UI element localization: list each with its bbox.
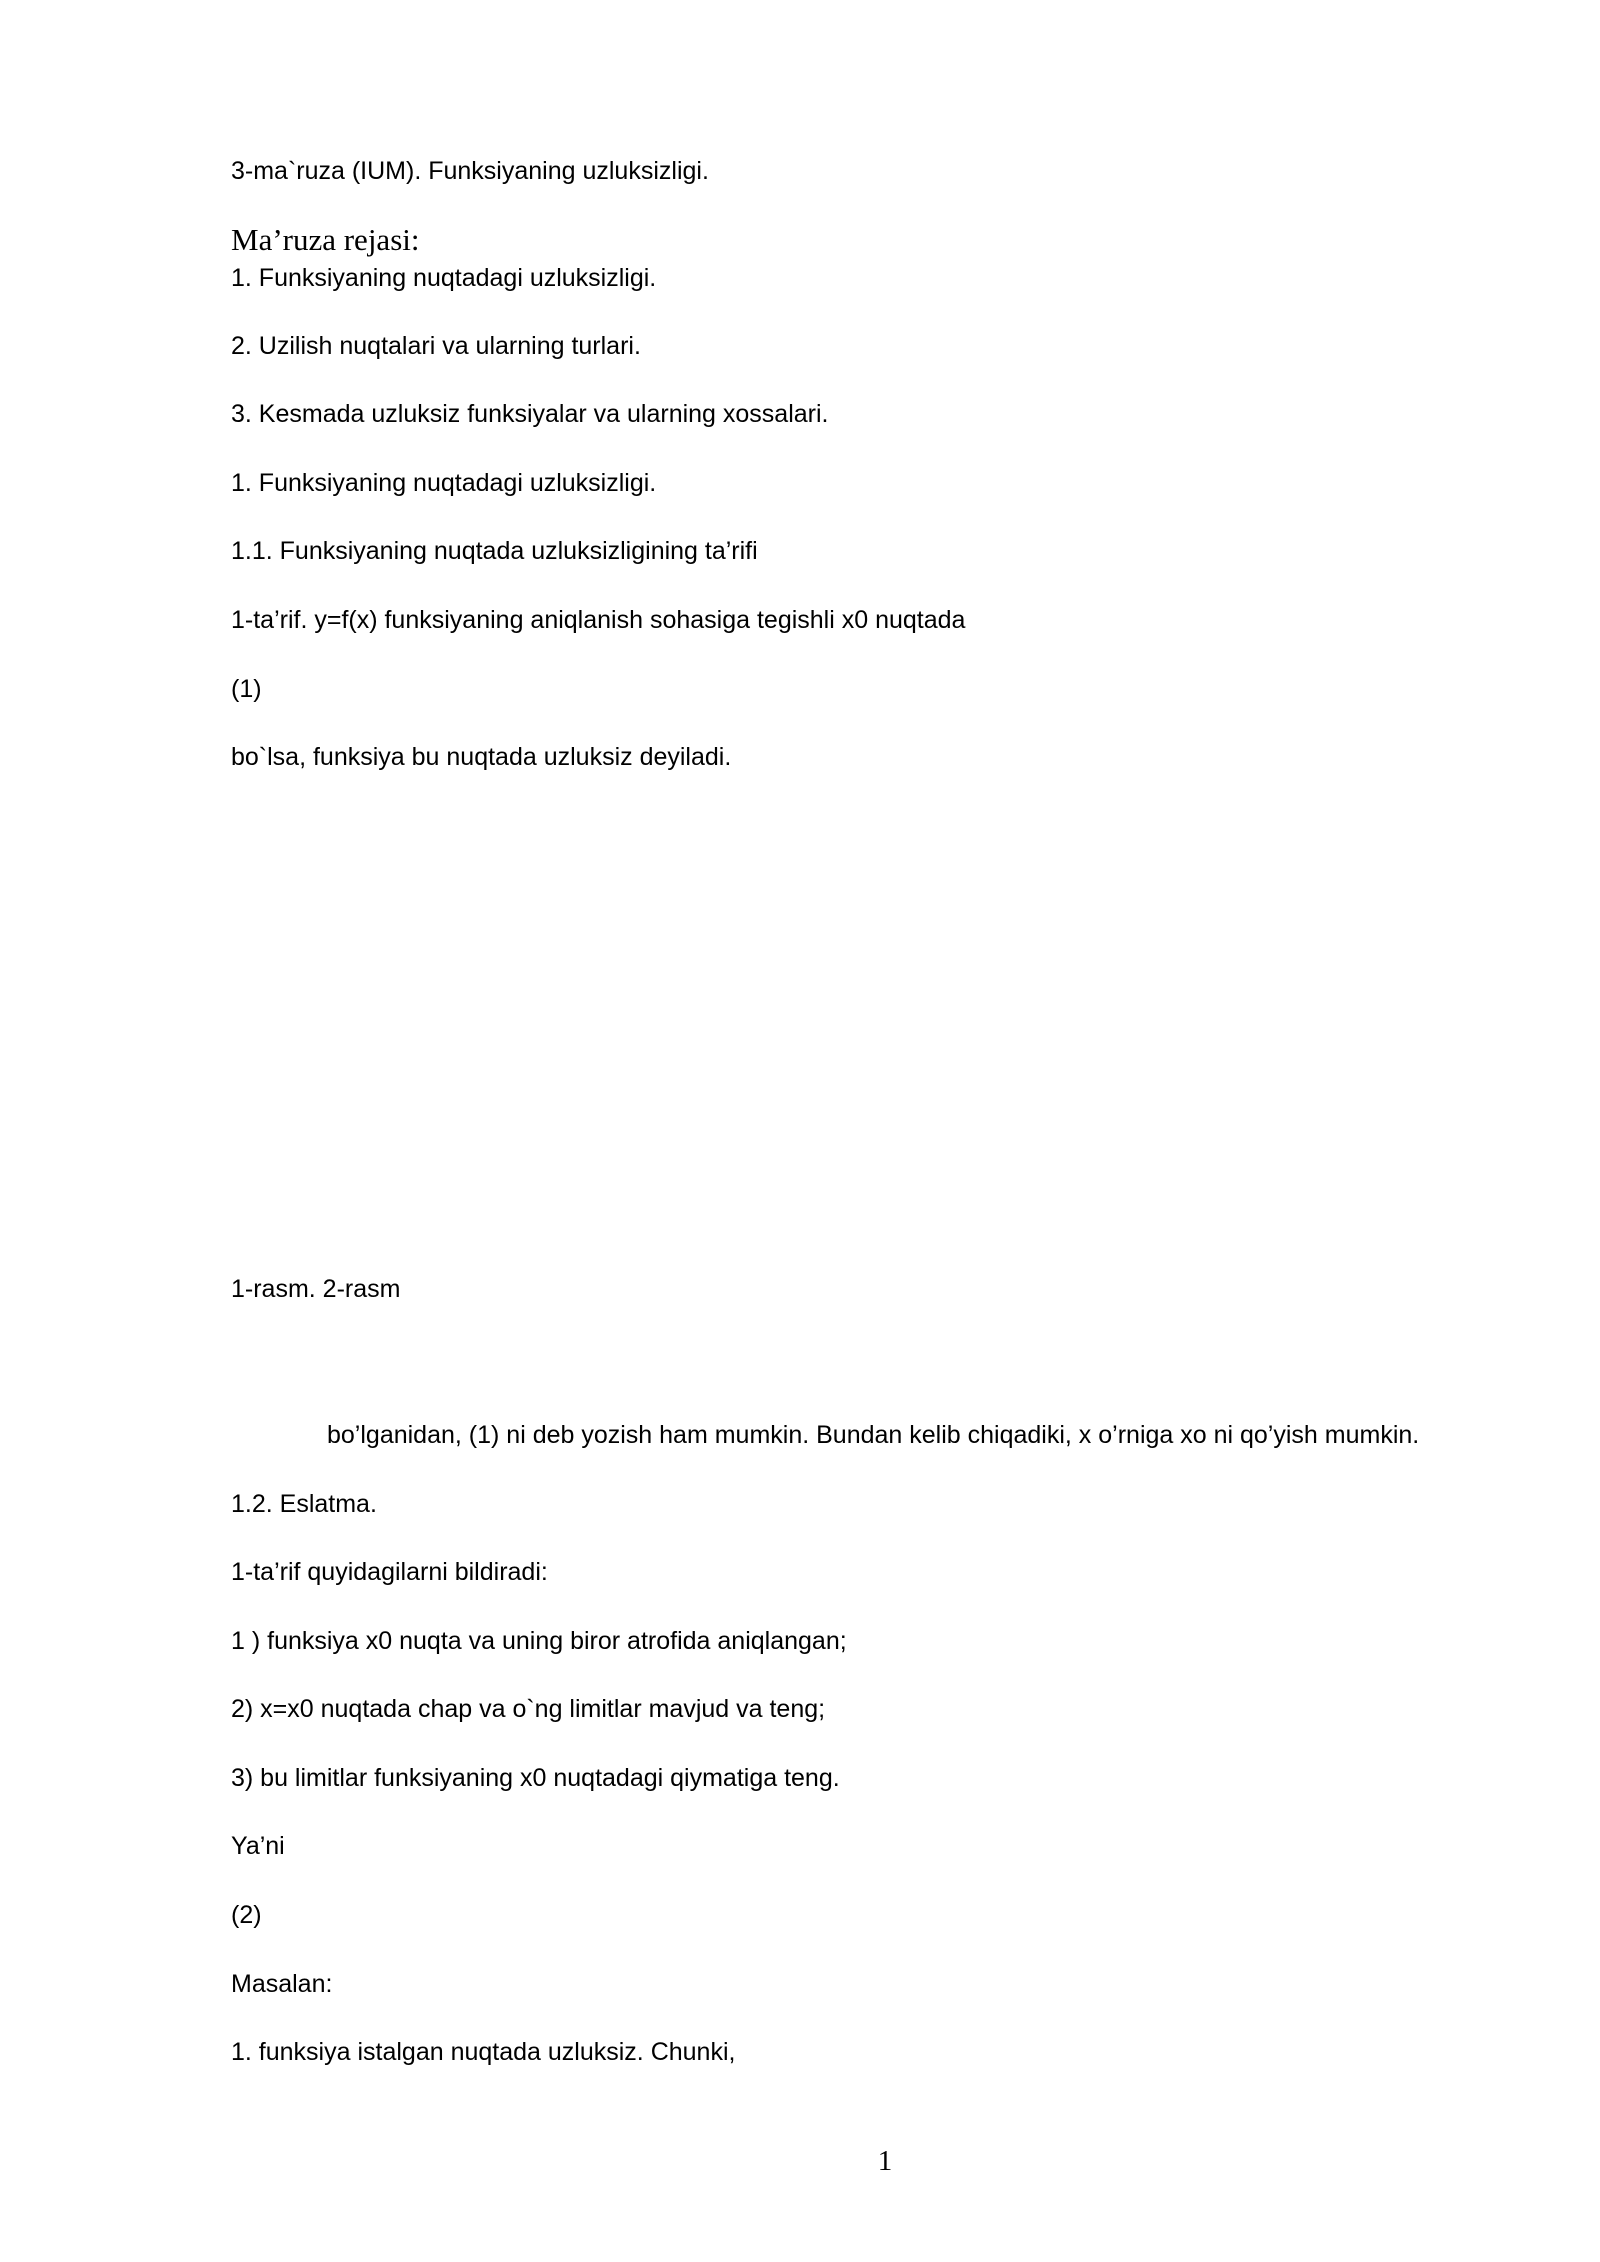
definition-text: 1-ta’rif. y=f(x) funksiyaning aniqlanish sohasiga tegishli x0 nuqtada bbox=[231, 606, 966, 634]
plan-item-3: 3. Kesmada uzluksiz funksiyalar va ularning xossalari. bbox=[231, 400, 829, 428]
remark-line: bo’lganidan, (1) ni deb yozish ham mumkin. Bundan kelib chiqadiki, x o’rniga xo ni qo’yish mumkin. bbox=[327, 1421, 1420, 1449]
example-1-text: 1. funksiya istalgan nuqtada uzluksiz. Chunki, bbox=[231, 2038, 736, 2066]
note-item-2: 2) x=x0 nuqtada chap va o`ng limitlar mavjud va teng; bbox=[231, 1695, 826, 1723]
note-item-1: 1 ) funksiya x0 nuqta va uning biror atrofida aniqlangan; bbox=[231, 1627, 847, 1655]
page-number: 1 bbox=[877, 2145, 893, 2177]
subsection-heading: 1.1. Funksiyaning nuqtada uzluksizligining ta’rifi bbox=[231, 537, 758, 565]
example-heading: Masalan: bbox=[231, 1970, 333, 1998]
plan-item-2: 2. Uzilish nuqtalari va ularning turlari. bbox=[231, 332, 641, 360]
note-heading: 1.2. Eslatma. bbox=[231, 1490, 377, 1518]
plan-item-1: 1. Funksiyaning nuqtadagi uzluksizligi. bbox=[231, 264, 657, 292]
formula-2-label: (2) bbox=[231, 1901, 262, 1929]
formula-1-label: (1) bbox=[231, 675, 262, 703]
yani-text: Ya’ni bbox=[231, 1832, 285, 1860]
section-heading: 1. Funksiyaning nuqtadagi uzluksizligi. bbox=[231, 469, 657, 497]
lecture-title: 3-ma`ruza (IUM). Funksiyaning uzluksizligi. bbox=[231, 157, 709, 185]
plan-heading: Ma’ruza rejasi: bbox=[231, 222, 420, 257]
figure-caption: 1-rasm. 2-rasm bbox=[231, 1275, 401, 1303]
note-intro: 1-ta’rif quyidagilarni bildiradi: bbox=[231, 1558, 548, 1586]
definition-end-text: bo`lsa, funksiya bu nuqtada uzluksiz deyiladi. bbox=[231, 743, 732, 771]
note-item-3: 3) bu limitlar funksiyaning x0 nuqtadagi qiymatiga teng. bbox=[231, 1764, 840, 1792]
